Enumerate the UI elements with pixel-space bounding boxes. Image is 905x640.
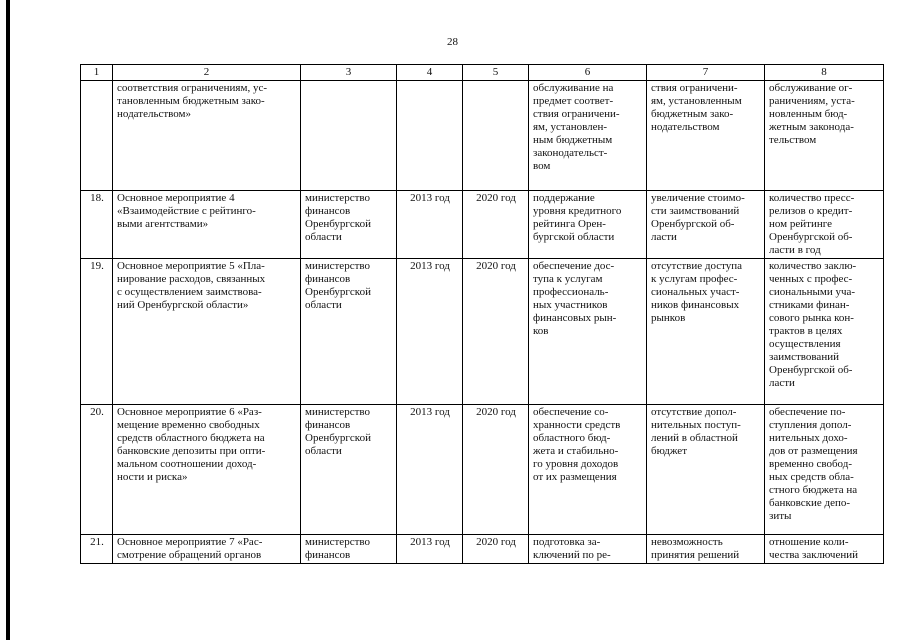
indicator-cell: количество заклю- ченных с профес- сиональными уча- стниками финан- сового рынка кон- трактов в целях осуществления заимствований Оренбургской об- ласти [765, 259, 884, 405]
consequence-cell: ствия ограничени- ям, установленным бюджетным зако- нодательством [647, 81, 765, 191]
executor-cell: министерство финансов [301, 535, 397, 564]
event-name-cell: соответствия ограничениям, ус- тановленным бюджетным зако- нодательством» [113, 81, 301, 191]
indicator-cell: отношение коли- чества заключений [765, 535, 884, 564]
end-year-cell: 2020 год [463, 535, 529, 564]
row-number-cell: 19. [81, 259, 113, 405]
consequence-cell: отсутствие доступа к услугам профес- сиональных участ- ников финансовых рынков [647, 259, 765, 405]
indicator-cell: обеспечение по- ступления допол- нительных дохо- дов от размещения временно свобод- ных средств обла- стного бюджета на банковские депо- зиты [765, 405, 884, 535]
row-number-cell: 18. [81, 191, 113, 259]
row-number-cell: 20. [81, 405, 113, 535]
header-cell-2: 2 [113, 65, 301, 81]
table-row [81, 405, 884, 535]
start-year-cell: 2013 год [397, 191, 463, 259]
end-year-cell: 2020 год [463, 191, 529, 259]
header-cell-8: 8 [765, 65, 884, 81]
expected-result-cell: подготовка за- ключений по ре- [529, 535, 647, 564]
end-year-cell: 2020 год [463, 405, 529, 535]
row-number-cell [81, 81, 113, 191]
expected-result-cell: обеспечение дос- тупа к услугам профессиональ- ных участников финансовых рын- ков [529, 259, 647, 405]
header-cell-3: 3 [301, 65, 397, 81]
indicator-cell: обслуживание ог- раничениям, уста- новленным бюд- жетным законода- тельством [765, 81, 884, 191]
table-row [81, 259, 884, 405]
start-year-cell [397, 81, 463, 191]
row-number-cell: 21. [81, 535, 113, 564]
table-row [81, 191, 884, 259]
consequence-cell: невозможность принятия решений [647, 535, 765, 564]
end-year-cell [463, 81, 529, 191]
event-name-cell: Основное мероприятие 7 «Рас- смотрение обращений органов [113, 535, 301, 564]
table-header-row [81, 65, 884, 81]
table-row [81, 81, 884, 191]
start-year-cell: 2013 год [397, 405, 463, 535]
header-cell-7: 7 [647, 65, 765, 81]
end-year-cell: 2020 год [463, 259, 529, 405]
executor-cell: министерство финансов Оренбургской области [301, 405, 397, 535]
event-name-cell: Основное мероприятие 5 «Пла- нирование расходов, связанных с осуществлением заимствова- ний Оренбургской области» [113, 259, 301, 405]
page-number: 28 [447, 36, 458, 48]
consequence-cell: увеличение стоимо- сти заимствований Оренбургской об- ласти [647, 191, 765, 259]
start-year-cell: 2013 год [397, 259, 463, 405]
expected-result-cell: обеспечение со- хранности средств областного бюд- жета и стабильно- го уровня доходов от их размещения [529, 405, 647, 535]
table-row [81, 535, 884, 564]
header-cell-5: 5 [463, 65, 529, 81]
event-name-cell: Основное мероприятие 4 «Взаимодействие с рейтинго- выми агентствами» [113, 191, 301, 259]
executor-cell: министерство финансов Оренбургской области [301, 191, 397, 259]
expected-result-cell: обслуживание на предмет соответ- ствия ограничени- ям, установлен- ным бюджетным законодательст- вом [529, 81, 647, 191]
executor-cell [301, 81, 397, 191]
indicator-cell: количество пресс- релизов о кредит- ном рейтинге Оренбургской об- ласти в год [765, 191, 884, 259]
header-cell-6: 6 [529, 65, 647, 81]
binding-edge-bar [6, 0, 10, 640]
executor-cell: министерство финансов Оренбургской области [301, 259, 397, 405]
program-activities-table [80, 64, 884, 564]
header-cell-1: 1 [81, 65, 113, 81]
header-cell-4: 4 [397, 65, 463, 81]
consequence-cell: отсутствие допол- нительных поступ- лений в областной бюджет [647, 405, 765, 535]
expected-result-cell: поддержание уровня кредитного рейтинга Орен- бургской области [529, 191, 647, 259]
event-name-cell: Основное мероприятие 6 «Раз- мещение временно свободных средств областного бюджета на банковские депозиты при опти- мальном соотношении доход- ности и риска» [113, 405, 301, 535]
start-year-cell: 2013 год [397, 535, 463, 564]
